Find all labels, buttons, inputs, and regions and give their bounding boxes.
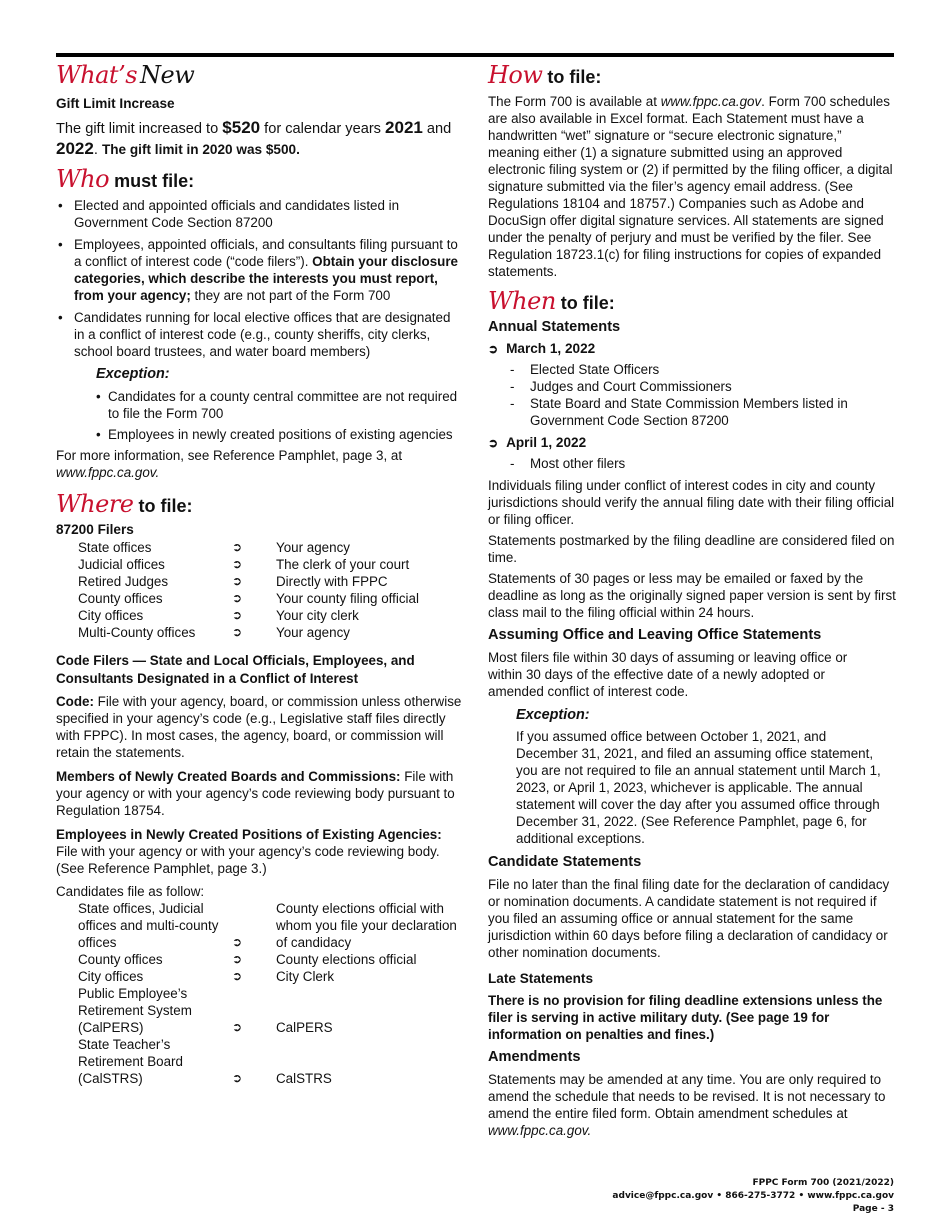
candidate-destination [276,1036,462,1087]
arrow-icon: ➲ [488,342,499,356]
employees-paragraph [56,826,462,877]
arrow-icon [228,968,276,985]
who-rest: must file: [114,171,195,191]
arrow-glyph: ➲ [232,969,243,983]
members-label: Members of Newly Created Boards and Commissions: [56,769,401,784]
filer-office: Multi-County offices [78,625,196,640]
gift-text-2: for calendar years [260,121,386,137]
arrow-icon: ➲ [232,557,243,571]
top-rule [56,53,894,57]
list-item: • Employees in newly created positions of existing agencies [96,426,462,443]
filer-destination: The clerk of your court [276,557,410,572]
candidate-office: Public Employee’s Retirement System (CalPERS) [78,986,192,1035]
arrow-glyph: ➲ [232,935,243,949]
individuals-paragraph: Individuals filing under conflict of interest codes in city and county jurisdictions should verify the annual filing date with their filing official or filing officer. [488,478,895,527]
gift-amount: $520 [222,118,261,137]
exception-list [96,388,462,443]
whats-new-script: What’s [56,61,138,89]
where-title [56,490,462,518]
gift-paragraph [56,118,462,160]
how-link[interactable]: www.fppc.ca.gov [660,94,762,109]
amend-paragraph [488,1071,896,1139]
who-bullets [56,197,462,360]
who-script: Who [56,165,110,193]
more-info [56,447,462,481]
arrow-icon: ➲ [232,574,243,588]
arrow-icon: ➲ [232,591,243,605]
arrow-icon: ➲ [488,436,499,450]
arrow-icon: ➲ [232,540,243,554]
employees-text: File with your agency or with your agency’s code reviewing body. (See Reference Pamphlet, page 3.) [56,844,440,876]
arrow-icon [228,900,276,951]
code-filers-heading: Code Filers — State and Local Officials, Employees, and Consultants Designated in a Conflict of Interest [56,653,415,686]
candidate-destination-text: CalPERS [276,1020,333,1035]
candidates-intro: Candidates file as follow: [56,884,205,899]
footer-page: Page - 3 [852,1204,894,1214]
arrow-icon [228,985,276,1036]
candidate-heading: Candidate Statements [488,854,642,870]
march-row [488,340,896,358]
left-column [56,62,462,1087]
candidate-destination [276,951,462,968]
candidate-destination-text: City Clerk [276,969,335,984]
how-script: How [488,61,543,89]
filers-table [78,539,462,641]
members-text: File with your agency or with your agency’s code reviewing body pursuant to Regulation 18754. [56,769,455,818]
annual-heading: Annual Statements [488,319,621,335]
list-item [56,236,462,304]
when-script: When [488,287,556,315]
candidate-destination-text: County elections official with whom you file your declaration of candidacy [276,901,457,950]
arrow-icon: ➲ [232,625,243,639]
filer-office: Retired Judges [78,574,169,589]
filer-destination: Your agency [276,540,350,555]
filer-destination: Your city clerk [276,608,359,623]
code-paragraph [56,693,462,761]
footer-contact[interactable]: advice@fppc.ca.gov • 866-275-3772 • www.fppc.ca.gov [612,1191,894,1201]
exception-text: If you assumed office between October 1, 2021, and December 31, 2021, and filed an assuming office statement, you are not required to file an annual statement until March 1, 2023, or April 1, 2023, whichever is applicable. The annual statement will cover the day after you assumed office through December 31, 2022. (See Reference Pamphlet, page 6, for additional exceptions. [516,729,881,846]
where-rest: to file: [138,496,193,516]
more-info-text: For more information, see Reference Pamphlet, page 3, at [56,448,403,463]
candidate-office: City offices [78,969,144,984]
gift-text-3: and [422,121,452,137]
arrow-icon [228,951,276,968]
filer-destination: Directly with FPPC [276,574,388,589]
candidate-office: State offices, Judicial offices and multi-county offices [78,901,219,950]
april-label: April 1, 2022 [506,435,587,450]
amend-link[interactable]: www.fppc.ca.gov. [488,1123,592,1138]
list-item: • Elected and appointed officials and candidates listed in Government Code Section 87200 [56,197,462,231]
thirty-pages-paragraph: Statements of 30 pages or less may be emailed or faxed by the deadline as long as the originally signed paper version is sent by first class mail to the filing official within 24 hours. [488,571,896,620]
gift-year-2: 2022 [56,139,94,158]
gift-heading: Gift Limit Increase [56,96,175,111]
candidate-destination-text: County elections official [276,952,417,967]
list-item: - Most other filers [508,455,896,472]
candidate-paragraph: File no later than the final filing date for the declaration of candidacy or nomination documents. A candidate statement is not required if you filed an assuming office or annual statement for the same jurisdiction within 60 days before filing a declaration of candidacy or other nomination documents. [488,877,890,960]
bullet-pre: Employees, appointed officials, and consultants filing pursuant to a conflict of interest code (“code filers”). [74,237,458,269]
arrow-glyph: ➲ [232,952,243,966]
filer-office: County offices [78,591,163,606]
assuming-paragraph: Most filers file within 30 days of assuming or leaving office or within 30 days of the effective date of a newly adopted or amended conflict of interest code. [488,650,848,699]
filer-destination: Your county filing official [276,591,419,606]
whats-new-rest: New [140,61,195,89]
march-label: March 1, 2022 [506,341,596,356]
gift-bold-tail: The gift limit in 2020 was $500. [101,142,300,157]
more-info-link[interactable]: www.fppc.ca.gov. [56,465,160,480]
whats-new-title [56,61,462,89]
how-rest: to file: [547,67,602,87]
page-footer [612,1177,894,1216]
filer-destination: Your agency [276,625,350,640]
filer-office: City offices [78,608,144,623]
exception-title: Exception: [516,707,590,723]
how-text-2: . Form 700 schedules are also available in Excel format. Each Statement must have a handwritten “wet” signature or “secure electronic signature,” meaning either (1) a signature submitted using an approved electronic filing system or (2) if permitted by the filing officer, a digital signature submitted via the filer’s agency email address. (See Regulations 18104 and 18757.) Companies such as Adobe and DocuSign offer digital signature services. All statements are signed under the penalty of perjury and must be verified by the filer. See Regulation 18723.1(c) for filing instructions for copies of expanded statements. [488,94,893,279]
when-rest: to file: [560,293,615,313]
members-paragraph [56,768,462,819]
candidates-table [78,900,462,1087]
arrow-icon: ➲ [232,608,243,622]
amend-text: Statements may be amended at any time. You are only required to amend the schedule that needs to be revised. It is not necessary to amend the entire filed form. Obtain amendment schedules at [488,1072,886,1121]
when-exception [516,706,891,847]
list-item: • Candidates running for local elective offices that are designated in a conflict of interest code (e.g., county sheriffs, city clerks, school board trustees, and water board members) [56,309,462,360]
candidate-destination-text: CalSTRS [276,1071,332,1086]
late-paragraph: There is no provision for filing deadline extensions unless the filer is serving in active military duty. (See page 19 for information on penalties and fines.) [488,993,883,1042]
late-heading: Late Statements [488,971,594,986]
march-list [508,361,896,429]
bullet-bold: Obtain your disclosure categories, which describe the interests you must report, from your agency; [74,254,458,303]
bullet-post: they are not part of the Form 700 [190,288,391,303]
who-title [56,165,462,193]
how-text-1: The Form 700 is available at [488,94,661,109]
candidate-destination [276,985,462,1036]
gift-year-1: 2021 [385,118,423,137]
postmarked-paragraph: Statements postmarked by the filing deadline are considered filed on time. [488,533,895,565]
candidate-office: State Teacher’s Retirement Board (CalSTRS) [78,1037,183,1086]
exception-title: Exception: [96,366,170,382]
arrow-glyph: ➲ [232,1071,243,1085]
code-text: File with your agency, board, or commission unless otherwise specified in your agency’s code (e.g., Legislative staff files directly with FPPC). In most cases, the agency, board, or commission will retain the statements. [56,694,462,760]
filer-office: Judicial offices [78,557,165,572]
where-script: Where [56,490,134,518]
gift-text-4: . [93,142,102,158]
april-list [508,455,896,472]
list-item: - Judges and Court Commissioners [508,378,896,395]
list-item: - Elected State Officers [508,361,896,378]
how-title [488,61,896,89]
gift-text-1: The gift limit increased to [56,121,223,137]
when-title [488,287,896,315]
amend-heading: Amendments [488,1049,581,1065]
how-paragraph [488,93,896,280]
candidate-office: County offices [78,952,163,967]
april-row [488,434,896,452]
candidate-destination [276,900,462,951]
list-item: - State Board and State Commission Members listed in Government Code Section 87200 [508,395,896,429]
filer-office: State offices [78,540,152,555]
who-exception [96,365,462,443]
list-item: • Candidates for a county central committee are not required to file the Form 700 [96,388,462,422]
arrow-icon [228,1036,276,1087]
employees-label: Employees in Newly Created Positions of Existing Agencies: [56,827,442,842]
right-column [488,62,896,1139]
arrow-glyph: ➲ [232,1020,243,1034]
assuming-heading: Assuming Office and Leaving Office Statements [488,627,822,643]
footer-form: FPPC Form 700 (2021/2022) [752,1178,894,1188]
filers-heading: 87200 Filers [56,522,134,537]
code-label: Code: [56,694,94,709]
candidate-destination [276,968,462,985]
